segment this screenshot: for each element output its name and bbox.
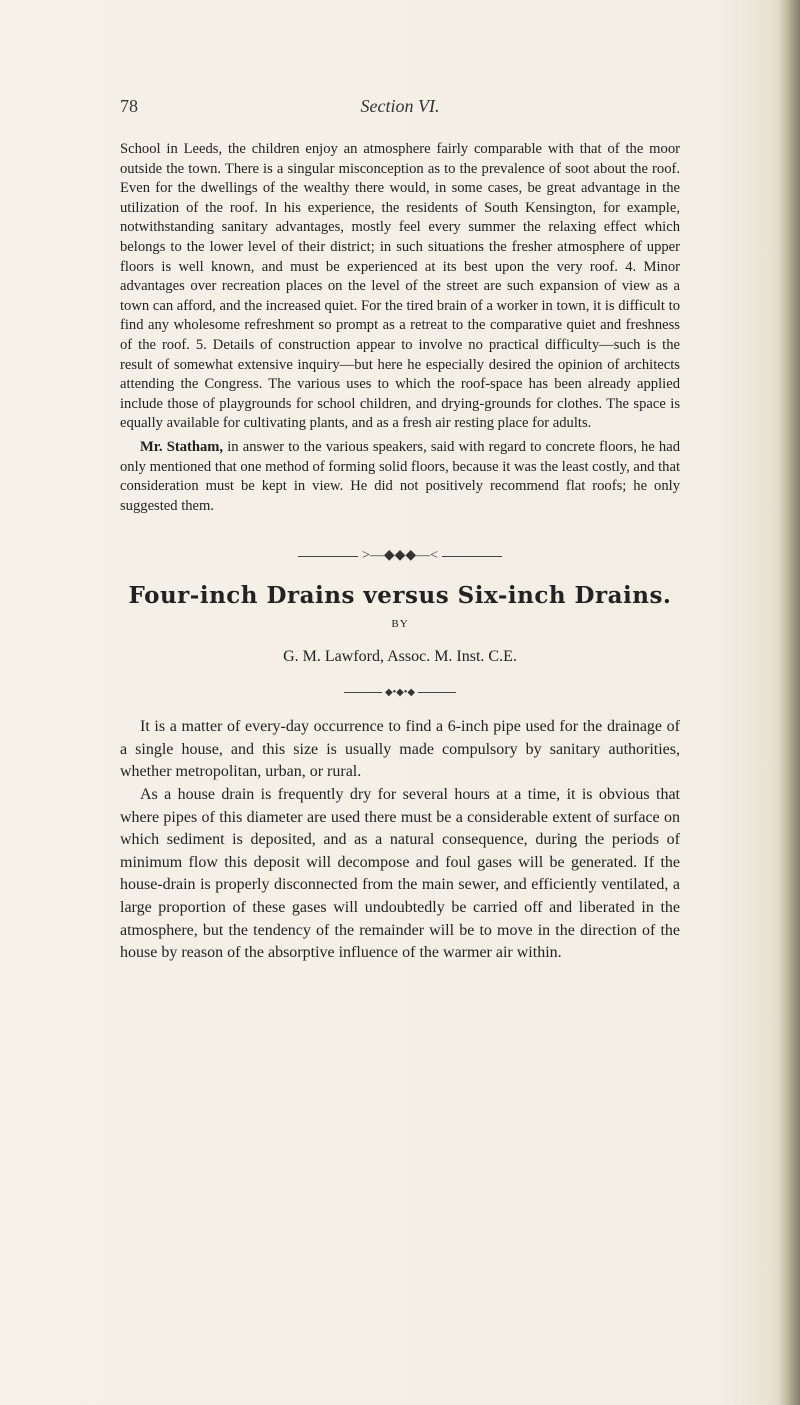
title-divider (120, 683, 680, 703)
speaker-name: Mr. Statham, (140, 438, 224, 455)
article-body (120, 716, 680, 965)
paragraph-roof-utilization: School in Leeds, the children enjoy an atmosphere fairly comparable with that of the moor outside the town. There is a singular misconception as to the prevalence of soot about the roof. Even for the dwellings of the wealthy there would, in some cases, be great advantage in the utilization of the roof. In his experience, the residents of South Kensington, for example, notwithstanding sanitary advantages, mostly feel every summer the relaxing effect which belongs to the lower level of their district; in such situations the fresher atmosphere of upper floors is well known, and must be experienced at its best upon the very roof. 4. Minor advantages over recreation places on the level of the street are such expansion of view as a town can afford, and the increased quiet. For the tired brain of a worker in town, it is difficult to find any wholesome refreshment so prompt as a retreat to the comparative quiet and freshness of the roof. 5. Details of construction appear to involve no practical difficulty—such is the result of somewhat extensive inquiry—but here he especially desired the opinion of architects attending the Congress. The various uses to which the roof-space has been already applied include those of playgrounds for school children, and drying-grounds for clothes. The space is equally available for cultivating plants, and as a fresh air resting place for adults. (120, 141, 680, 432)
article-title: Four-inch Drains versus Six-inch Drains. (128, 581, 672, 609)
running-title: Section VI. (360, 96, 440, 116)
page-content (120, 140, 680, 965)
article-paragraph-2: As a house drain is frequently dry for several hours at a time, it is obvious that where pipes of this diameter are used there must be a considerable extent of surface on which sediment is deposited, and as a natural consequence, during the periods of minimum flow this deposit will decompose and foul gases will be generated. If the house-drain is properly disconnected from the main sewer, and efficiently ventilated, a large proportion of these gases will undoubtedly be carried off and liberated in the atmosphere, but the tendency of the remainder will be to move in the direction of the house by reason of the absorptive influence of the warmer air within. (120, 786, 680, 962)
title-divider-ornament: ◆•◆•◆ (384, 686, 416, 698)
article-paragraph-1: It is a matter of every-day occurrence to find a 6-inch pipe used for the drainage of a single house, and this size is usually made compulsory by sanitary authorities, whether metropolitan, urban, or rural. (120, 718, 680, 781)
byline-label: BY (391, 618, 409, 631)
page-header (120, 96, 680, 120)
article-author: G. M. Lawford, Assoc. M. Inst. C.E. (283, 648, 517, 666)
statham-reply: in answer to the various speakers, said with regard to concrete floors, he had only mentioned that one method of forming solid floors, because it was the least costly, and that consideration must be kept in view. He did not positively recommend flat roofs; he only suggested them. (120, 438, 681, 514)
page-edge-shadow (778, 0, 800, 1405)
page-number: 78 (120, 96, 138, 116)
section-divider (120, 546, 680, 566)
divider-ornament: >—◆◆◆—< (361, 548, 439, 564)
paragraph-statham (120, 438, 680, 516)
